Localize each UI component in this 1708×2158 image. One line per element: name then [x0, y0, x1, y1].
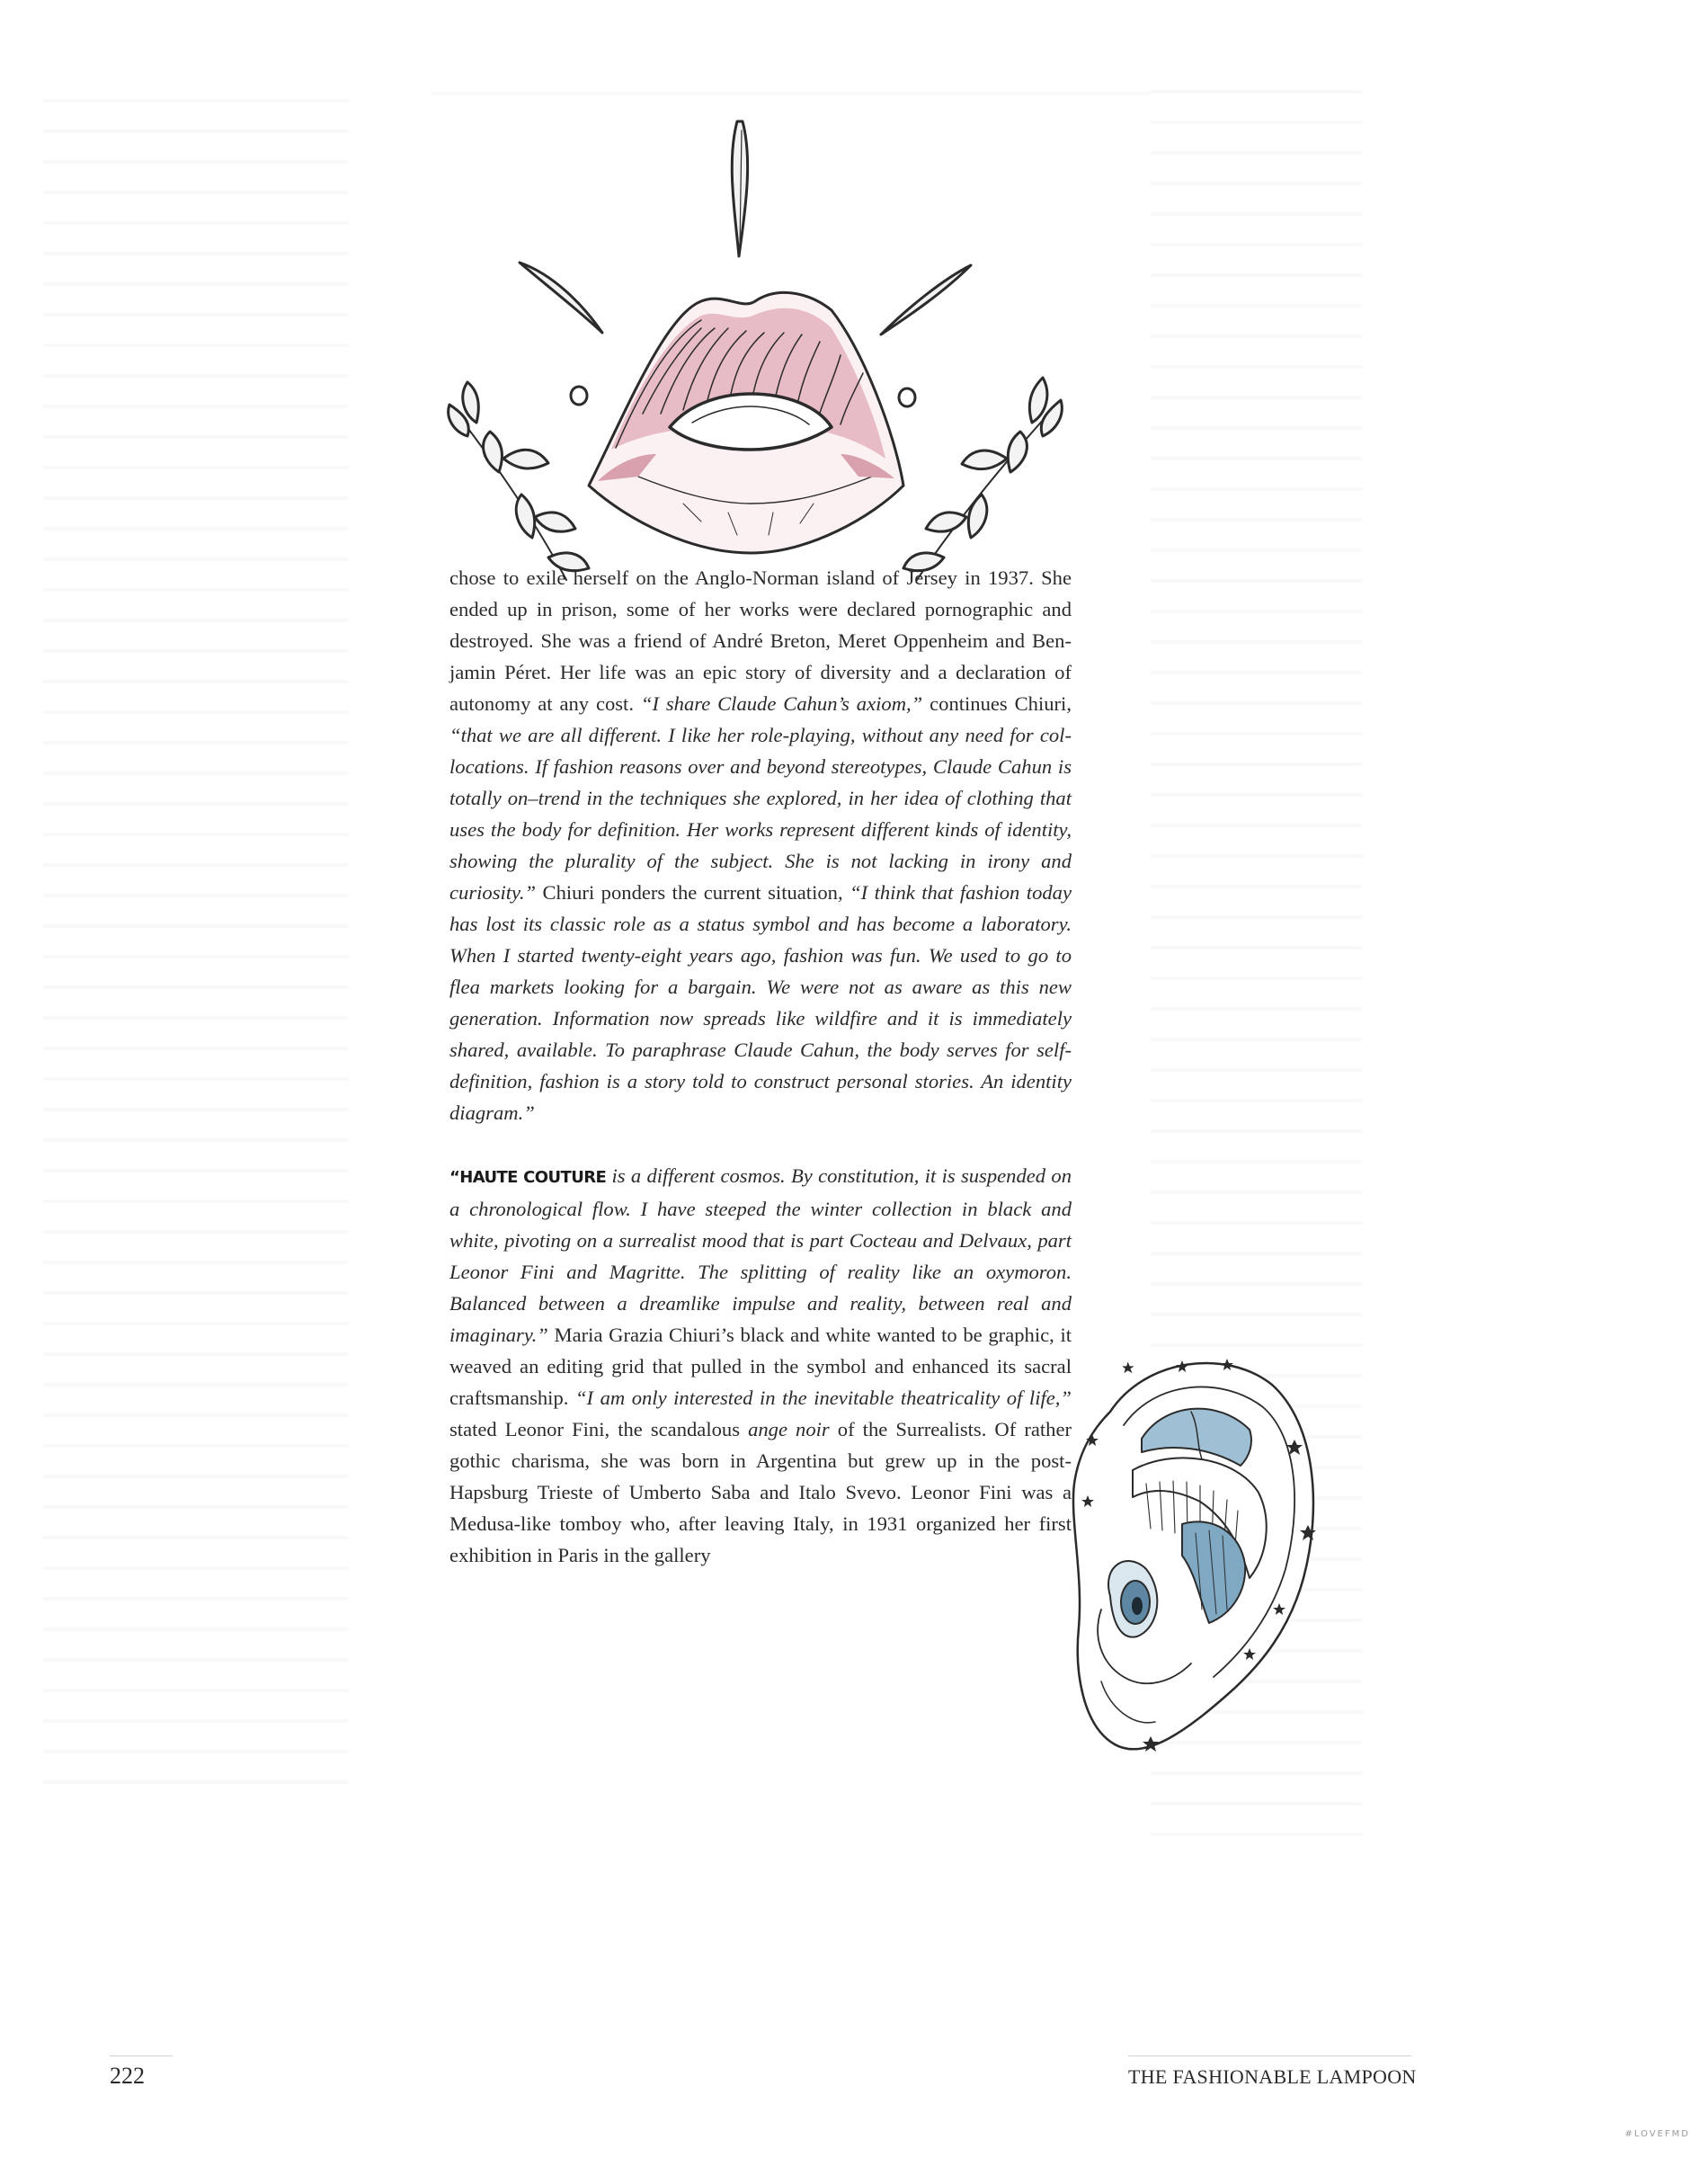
watermark: #LOVEFMD	[1624, 2129, 1690, 2139]
quote-run: “I share Claude Cahun’s axiom,”	[640, 692, 923, 715]
paragraph-cahun	[449, 562, 1072, 1128]
paragraph-lead-in: “HAUTE COUTURE	[449, 1168, 607, 1187]
page-number: 222	[110, 2063, 145, 2089]
quote-run: is a different cosmos. By constitution, it is suspended on a chronological flow. I have steeped the winter collection in black and white, pivoting on a surrealist mood that is part Cocteau and Delvaux, part Leonor Fini and Magritte. The splitting of reality like an oxymoron. Balanced between a dreamlike impulse and reality, between real and imaginary.”	[449, 1164, 1072, 1346]
ear-sketch-icon	[1047, 1340, 1335, 1789]
quote-run: “I think that fashion today has lost its classic role as a status symbol and has become a laboratory. When I started twenty-eight years ago, fashion was fun. We used to go to flea markets looking for a bargain. We were not as aware as this new generation. Information now spreads like wildfire and it is immediately shared, available. To paraphrase Claude Cahun, the body serves for self-definition, fashion is a story told to construct personal stories. An identity diagram.”	[449, 881, 1072, 1124]
footer-rule-left	[110, 2055, 173, 2056]
text-run: chose to exile herself on the Anglo-Norman island of Jersey in 1937. She ended up in prison, some of her works were declared pornographic and destroyed. She was a friend of André Breton, Meret Oppenheim and Benjamin Péret. Her life was an epic story of diversity and a declaration of autonomy at any cost.	[449, 566, 1072, 715]
article-body	[449, 562, 1072, 1571]
text-run: stated Leonor Fini, the scandalous	[449, 1418, 749, 1440]
quote-run: “that we are all different. I like her role-playing, without any need for collocations. If fashion reasons over and beyond stereotypes, Claude Cahun is totally on–trend in the techniques she explored, in her idea of clothing that uses the body for definition. Her works represent different kinds of identity, showing the plurality of the subject. She is not lacking in irony and curiosity.”	[449, 724, 1072, 904]
footer-rule-right	[1128, 2055, 1411, 2056]
foreign-term: ange noir	[748, 1418, 830, 1440]
magazine-name: THE FASHIONABLE LAMPOON	[1128, 2065, 1417, 2088]
quote-run: “I am only interested in the inevitable theatricality of life,”	[574, 1387, 1072, 1409]
text-run: continues Chiuri,	[922, 692, 1072, 715]
text-run: Maria Grazia Chiuri’s black and white wanted to be graphic, it weaved an editing grid that pulled in the symbol and enhanced its sacral craftsmanship.	[449, 1324, 1072, 1409]
bleed-through-left-column	[43, 72, 349, 1807]
paragraph-haute-couture	[449, 1160, 1072, 1571]
text-run: Chiuri ponders the current situation,	[536, 881, 850, 904]
text-run: of the Surrealists. Of rather gothic charisma, she was born in Argentina but grew up in the post-Hapsburg Trieste of Umberto Saba and Italo Svevo. Leonor Fini was a Medusa-like tomboy who, after leaving Italy, in 1931 organized her first exhibition in Paris in the gallery	[449, 1418, 1072, 1566]
